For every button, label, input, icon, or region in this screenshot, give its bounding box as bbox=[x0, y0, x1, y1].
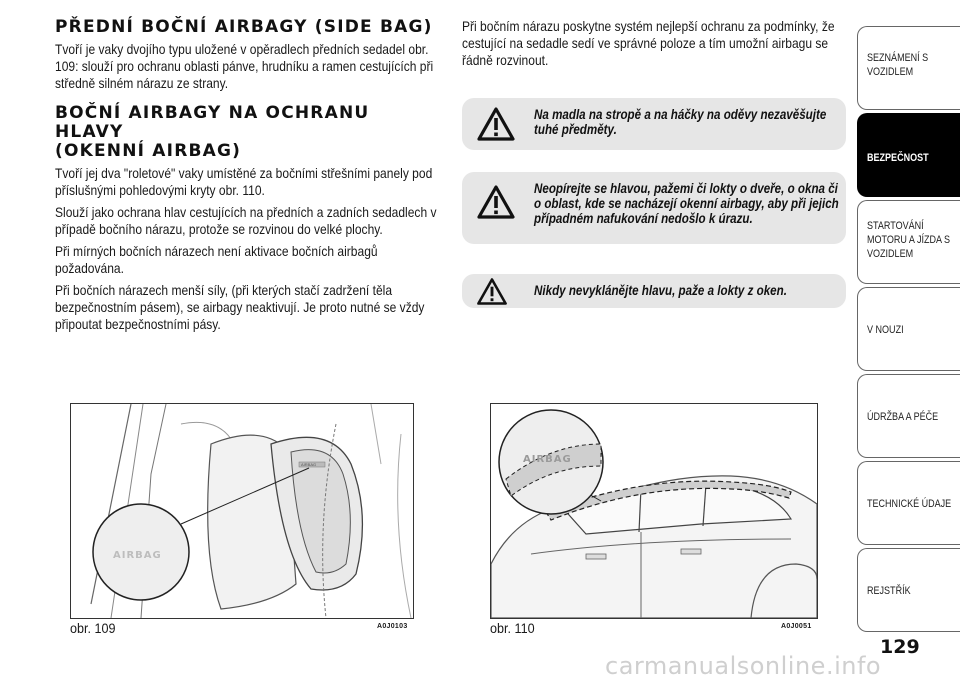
tab-maintenance[interactable] bbox=[857, 374, 960, 458]
tab-starting-driving[interactable] bbox=[857, 200, 960, 284]
caption-109: obr. 109 bbox=[70, 620, 116, 636]
paragraph-side-bag: Tvoří je vaky dvojího typu uložené v opěradlech předních sedadel obr. 109: slouží pro ochranu oblasti pánve, hrudníku a ramen cestujících při středně silném nárazu ze strany. bbox=[55, 41, 434, 91]
tab-safety[interactable] bbox=[857, 113, 960, 197]
tab-label: BEZPEČNOST bbox=[867, 152, 929, 164]
tab-introduction[interactable] bbox=[857, 26, 960, 110]
tab-emergency[interactable] bbox=[857, 287, 960, 371]
warning-text-3: Nikdy nevyklánějte hlavu, paže a lokty z oken. bbox=[534, 283, 787, 298]
warning-text-1: Na madla na stropě a na háčky na oděvy nezavěšujte tuhé předměty. bbox=[534, 107, 827, 137]
car-illustration bbox=[491, 404, 817, 618]
tab-label: STARTOVÁNÍ MOTORU A JÍZDA S VOZIDLEM bbox=[867, 220, 951, 260]
seat-illustration bbox=[71, 404, 413, 618]
page-number: 129 bbox=[880, 636, 920, 658]
left-column bbox=[55, 18, 440, 338]
warning-text-2: Neopírejte se hlavou, pažemi či lokty o dveře, o okna či o oblast, kde se nacházejí okenní airbagy, aby při jejich případném nafukování nedošlo k úrazu. bbox=[534, 181, 839, 226]
heading-window-bag-line2: (OKENNÍ AIRBAG) bbox=[55, 141, 242, 161]
tab-label: V NOUZI bbox=[867, 324, 904, 336]
figure-110-window-airbag-car bbox=[490, 403, 818, 619]
chapter-sidebar bbox=[857, 0, 960, 640]
heading-side-bag: PŘEDNÍ BOČNÍ AIRBAGY (SIDE BAG) bbox=[55, 17, 433, 37]
tab-index[interactable] bbox=[857, 548, 960, 632]
warning-triangle-icon bbox=[476, 277, 508, 306]
caption-110: obr. 110 bbox=[490, 620, 535, 636]
right-column bbox=[462, 18, 847, 74]
tab-label: SEZNÁMENÍ S VOZIDLEM bbox=[867, 52, 929, 78]
seat-tag-text: AIRBAG bbox=[301, 462, 317, 467]
warning-box-2 bbox=[462, 172, 846, 244]
airbag-label-109: AIRBAG bbox=[113, 550, 162, 561]
warning-triangle-icon bbox=[476, 106, 516, 142]
figure-109-side-airbag-seat bbox=[70, 403, 414, 619]
warning-triangle-icon bbox=[476, 184, 516, 220]
warning-box-1 bbox=[462, 98, 846, 150]
paragraph-window-bag-2: Slouží jako ochrana hlav cestujících na předních a zadních sedadlech v případě bočního nárazu, protože se rozvinou do velké plochy. bbox=[55, 204, 437, 237]
airbag-label-110: AIRBAG bbox=[523, 454, 572, 465]
paragraph-window-bag-1: Tvoří jej dva "roletové" vaky umístěné za bočními střešními panely pod příslušnými pohledovými kryty obr. 110. bbox=[55, 165, 433, 198]
figure-code-109: A0J0103 bbox=[377, 623, 408, 630]
tab-technical-data[interactable] bbox=[857, 461, 960, 545]
paragraph-window-bag-3: Při mírných bočních nárazech není aktivace bočních airbagů požadována. bbox=[55, 243, 378, 276]
watermark: carmanualsonline.info bbox=[605, 652, 882, 680]
tab-label: ÚDRŽBA A PÉČE bbox=[867, 411, 939, 423]
heading-window-bag-line1: BOČNÍ AIRBAGY NA OCHRANU HLAVY bbox=[55, 103, 370, 142]
figure-code-110: A0J0051 bbox=[781, 623, 812, 630]
tab-label: TECHNICKÉ ÚDAJE bbox=[867, 498, 952, 510]
paragraph-window-bag-4: Při bočních nárazech menší síly, (při kterých stačí zadržení těla bezpečnostním pásem), se airbagy neaktivují. Je proto nutné se vždy připoutat bezpečnostními pásy. bbox=[55, 282, 425, 332]
tab-label: REJSTŘÍK bbox=[867, 585, 911, 597]
paragraph-proper-position: Při bočním nárazu poskytne systém nejlepší ochranu za podmínky, že cestující na sedadle sedí ve správné poloze a tím umožní airbagu se řádně rozvinout. bbox=[462, 18, 835, 68]
warning-box-3 bbox=[462, 274, 846, 308]
